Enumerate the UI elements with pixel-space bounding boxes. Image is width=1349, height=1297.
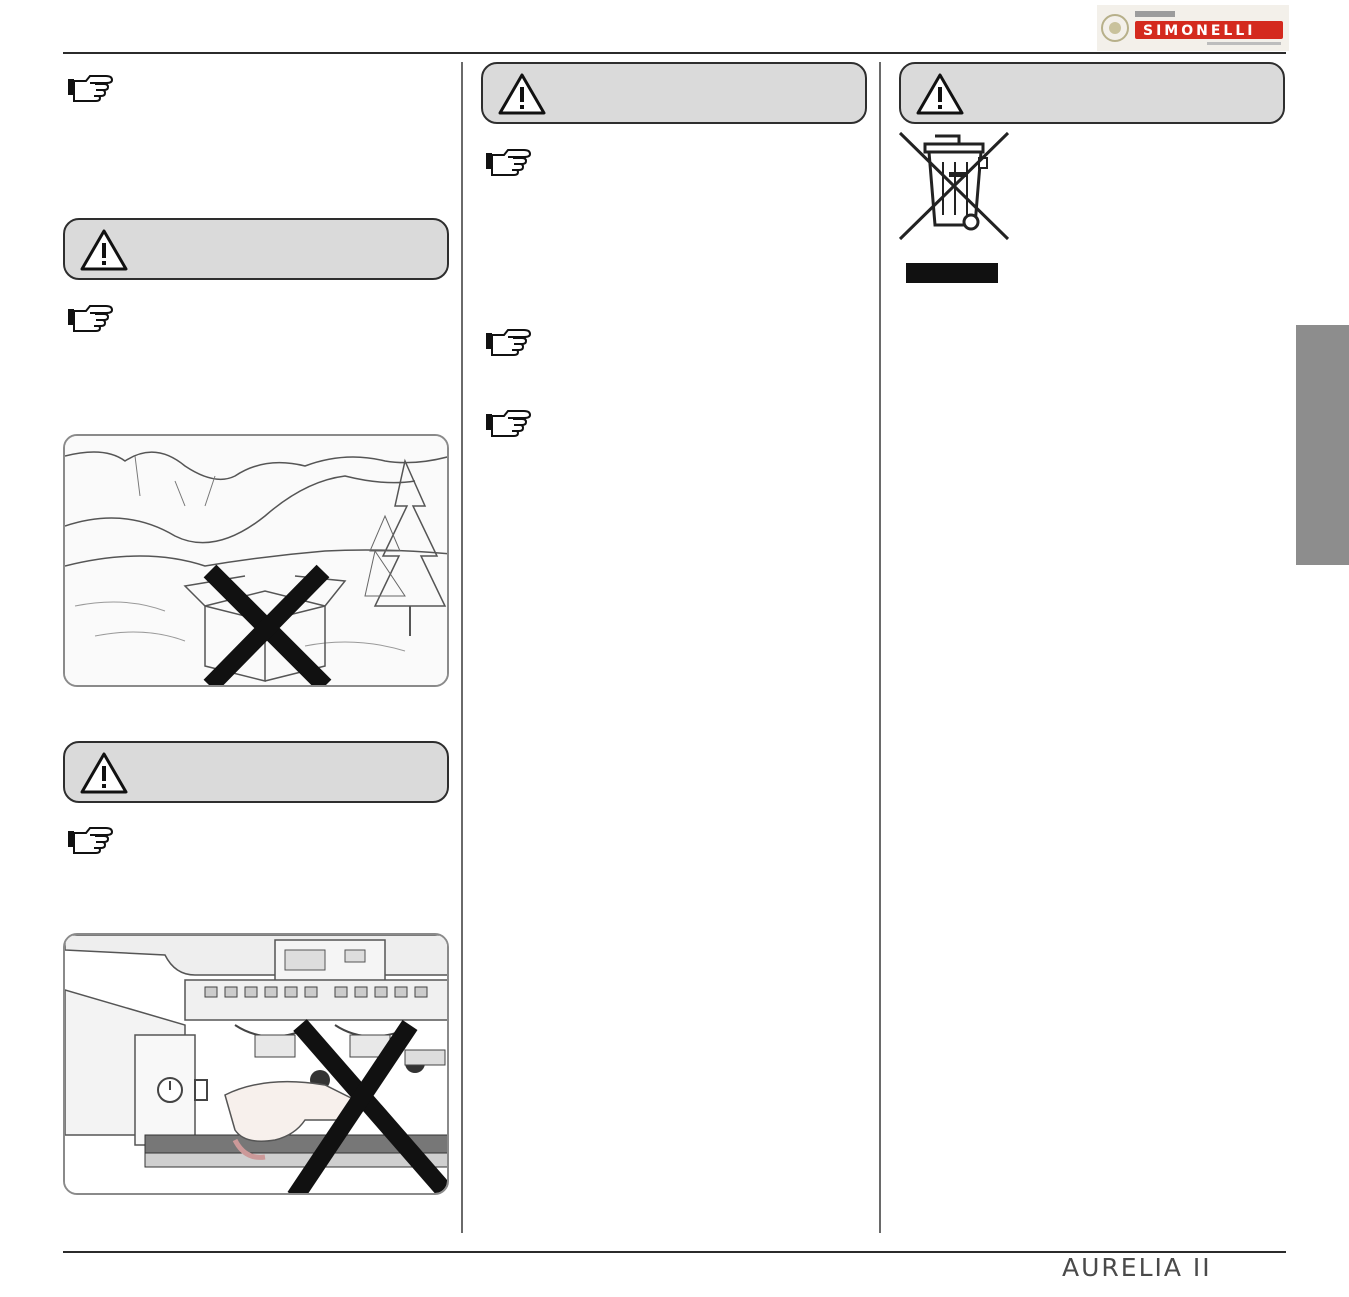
warning-banner	[63, 741, 449, 803]
illustration-no-dumping-packaging	[63, 434, 449, 687]
warning-triangle-icon	[79, 751, 129, 795]
pointing-hand-icon	[484, 327, 532, 357]
pointing-hand-icon	[66, 73, 114, 103]
disposal-underline-bar	[906, 263, 998, 283]
warning-banner	[63, 218, 449, 280]
column-separator-right	[879, 62, 881, 1233]
warning-banner	[899, 62, 1285, 124]
pointing-hand-icon	[66, 303, 114, 333]
warning-triangle-icon	[79, 228, 129, 272]
illustration-do-not-touch-group	[63, 933, 449, 1195]
section-side-tab	[1296, 325, 1349, 565]
warning-banner	[481, 62, 867, 124]
pointing-hand-icon	[484, 147, 532, 177]
warning-triangle-icon	[497, 72, 547, 116]
pointing-hand-icon	[66, 825, 114, 855]
simonelli-logo	[1097, 5, 1289, 51]
pointing-hand-icon	[484, 408, 532, 438]
column-separator-left	[461, 62, 463, 1233]
warning-triangle-icon	[915, 72, 965, 116]
crossed-out-wheelie-bin-icon	[897, 130, 1011, 242]
footer-brand-logo: AURELIA II	[1062, 1253, 1212, 1282]
svg-text:SIMONELLI: SIMONELLI	[1143, 23, 1256, 39]
header-rule	[63, 52, 1286, 54]
